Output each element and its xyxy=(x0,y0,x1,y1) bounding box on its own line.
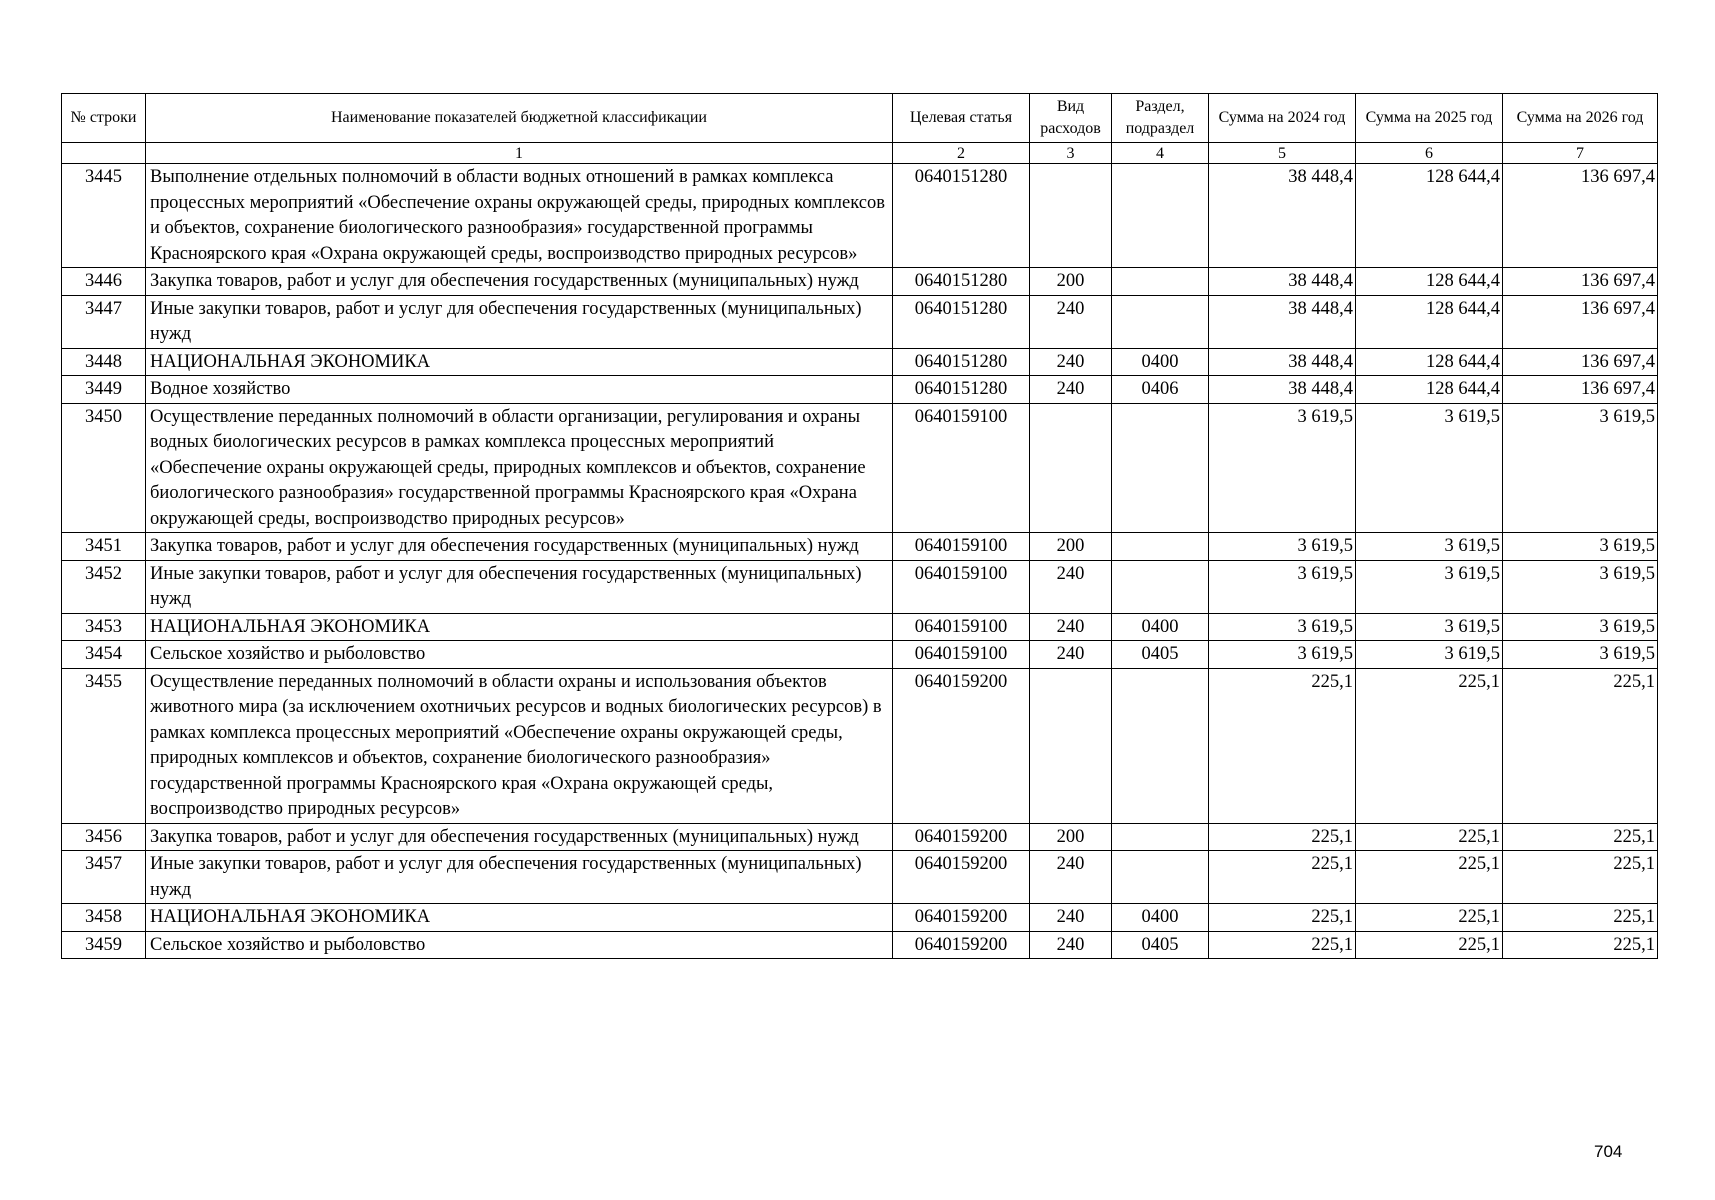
amount-2025: 225,1 xyxy=(1356,823,1503,851)
page-number: 704 xyxy=(1594,1142,1623,1161)
amount-2025: 128 644,4 xyxy=(1356,348,1503,376)
table-row xyxy=(62,348,1658,376)
section-code xyxy=(1112,823,1209,851)
amount-2024: 3 619,5 xyxy=(1209,533,1356,561)
amount-2024: 3 619,5 xyxy=(1209,403,1356,533)
row-number: 3448 xyxy=(62,348,146,376)
target-article-code: 0640159200 xyxy=(893,668,1030,823)
target-article-code: 0640159100 xyxy=(893,613,1030,641)
amount-2025: 3 619,5 xyxy=(1356,613,1503,641)
row-name: Закупка товаров, работ и услуг для обеспечения государственных (муниципальных) нужд xyxy=(146,268,893,296)
amount-2026: 136 697,4 xyxy=(1503,376,1658,404)
column-number: 4 xyxy=(1112,143,1209,164)
amount-2024: 38 448,4 xyxy=(1209,268,1356,296)
header-expense-type: Вид расходов xyxy=(1030,94,1112,143)
table-row xyxy=(62,560,1658,613)
table-row xyxy=(62,641,1658,669)
target-article-code: 0640159200 xyxy=(893,931,1030,959)
amount-2025: 3 619,5 xyxy=(1356,403,1503,533)
amount-2025: 128 644,4 xyxy=(1356,295,1503,348)
target-article-code: 0640159100 xyxy=(893,641,1030,669)
amount-2024: 38 448,4 xyxy=(1209,348,1356,376)
amount-2024: 225,1 xyxy=(1209,904,1356,932)
column-number: 7 xyxy=(1503,143,1658,164)
table-row xyxy=(62,613,1658,641)
target-article-code: 0640151280 xyxy=(893,348,1030,376)
amount-2026: 225,1 xyxy=(1503,851,1658,904)
section-code xyxy=(1112,164,1209,268)
expense-type-code: 240 xyxy=(1030,348,1112,376)
amount-2025: 225,1 xyxy=(1356,668,1503,823)
target-article-code: 0640159200 xyxy=(893,823,1030,851)
target-article-code: 0640151280 xyxy=(893,376,1030,404)
row-number: 3453 xyxy=(62,613,146,641)
amount-2024: 225,1 xyxy=(1209,931,1356,959)
row-name: Сельское хозяйство и рыболовство xyxy=(146,641,893,669)
section-code xyxy=(1112,403,1209,533)
row-number: 3446 xyxy=(62,268,146,296)
section-code xyxy=(1112,268,1209,296)
row-name: Закупка товаров, работ и услуг для обеспечения государственных (муниципальных) нужд xyxy=(146,823,893,851)
expense-type-code: 240 xyxy=(1030,931,1112,959)
column-number: 3 xyxy=(1030,143,1112,164)
expense-type-code: 240 xyxy=(1030,613,1112,641)
section-code xyxy=(1112,533,1209,561)
table-row xyxy=(62,268,1658,296)
table-row xyxy=(62,904,1658,932)
header-row-no: № строки xyxy=(62,94,146,143)
row-name: НАЦИОНАЛЬНАЯ ЭКОНОМИКА xyxy=(146,904,893,932)
amount-2026: 136 697,4 xyxy=(1503,348,1658,376)
amount-2025: 128 644,4 xyxy=(1356,376,1503,404)
amount-2026: 136 697,4 xyxy=(1503,295,1658,348)
row-number: 3450 xyxy=(62,403,146,533)
row-number: 3457 xyxy=(62,851,146,904)
amount-2026: 136 697,4 xyxy=(1503,164,1658,268)
row-number: 3452 xyxy=(62,560,146,613)
row-number: 3454 xyxy=(62,641,146,669)
amount-2024: 225,1 xyxy=(1209,851,1356,904)
amount-2026: 3 619,5 xyxy=(1503,560,1658,613)
row-name: Водное хозяйство xyxy=(146,376,893,404)
expense-type-code: 240 xyxy=(1030,376,1112,404)
amount-2024: 38 448,4 xyxy=(1209,376,1356,404)
column-number xyxy=(62,143,146,164)
header-section: Раздел, подраздел xyxy=(1112,94,1209,143)
row-name: Иные закупки товаров, работ и услуг для обеспечения государственных (муниципальных) нужд xyxy=(146,560,893,613)
section-code xyxy=(1112,560,1209,613)
table-row xyxy=(62,823,1658,851)
table-row xyxy=(62,851,1658,904)
row-name: Выполнение отдельных полномочий в области водных отношений в рамках комплекса процессных мероприятий «Обеспечение охраны окружающей среды, природных комплексов и объектов, сохранение биологического разнообразия» государственной программы Красноярского края «Охрана окружающей среды, воспроизводство природных ресурсов» xyxy=(146,164,893,268)
header-sum-2024: Сумма на 2024 год xyxy=(1209,94,1356,143)
amount-2024: 38 448,4 xyxy=(1209,295,1356,348)
amount-2025: 225,1 xyxy=(1356,904,1503,932)
expense-type-code: 240 xyxy=(1030,641,1112,669)
target-article-code: 0640159100 xyxy=(893,560,1030,613)
target-article-code: 0640159100 xyxy=(893,533,1030,561)
row-number: 3455 xyxy=(62,668,146,823)
amount-2026: 225,1 xyxy=(1503,904,1658,932)
target-article-code: 0640159200 xyxy=(893,904,1030,932)
target-article-code: 0640151280 xyxy=(893,164,1030,268)
header-target-article: Целевая статья xyxy=(893,94,1030,143)
expense-type-code: 240 xyxy=(1030,560,1112,613)
amount-2024: 3 619,5 xyxy=(1209,560,1356,613)
amount-2026: 225,1 xyxy=(1503,931,1658,959)
section-code: 0400 xyxy=(1112,904,1209,932)
amount-2026: 3 619,5 xyxy=(1503,403,1658,533)
target-article-code: 0640159200 xyxy=(893,851,1030,904)
column-number: 1 xyxy=(146,143,893,164)
row-number: 3458 xyxy=(62,904,146,932)
header-row xyxy=(62,94,1658,143)
section-code: 0400 xyxy=(1112,348,1209,376)
row-number: 3447 xyxy=(62,295,146,348)
amount-2026: 3 619,5 xyxy=(1503,613,1658,641)
amount-2024: 3 619,5 xyxy=(1209,613,1356,641)
budget-table xyxy=(61,93,1658,959)
row-number: 3456 xyxy=(62,823,146,851)
target-article-code: 0640159100 xyxy=(893,403,1030,533)
amount-2024: 3 619,5 xyxy=(1209,641,1356,669)
section-code xyxy=(1112,668,1209,823)
section-code xyxy=(1112,295,1209,348)
amount-2025: 225,1 xyxy=(1356,851,1503,904)
row-number: 3445 xyxy=(62,164,146,268)
amount-2026: 3 619,5 xyxy=(1503,533,1658,561)
expense-type-code: 200 xyxy=(1030,823,1112,851)
expense-type-code: 240 xyxy=(1030,904,1112,932)
expense-type-code xyxy=(1030,668,1112,823)
row-name: Осуществление переданных полномочий в области организации, регулирования и охраны водных биологических ресурсов в рамках комплекса процессных мероприятий «Обеспечение охраны окружающей среды, природных комплексов и объектов, сохранение биологического разнообразия» государственной программы Красноярского края «Охрана окружающей среды, воспроизводство природных ресурсов» xyxy=(146,403,893,533)
amount-2024: 38 448,4 xyxy=(1209,164,1356,268)
table-row xyxy=(62,376,1658,404)
row-name: Иные закупки товаров, работ и услуг для обеспечения государственных (муниципальных) нужд xyxy=(146,295,893,348)
expense-type-code: 240 xyxy=(1030,295,1112,348)
row-name: НАЦИОНАЛЬНАЯ ЭКОНОМИКА xyxy=(146,348,893,376)
column-number: 2 xyxy=(893,143,1030,164)
amount-2025: 225,1 xyxy=(1356,931,1503,959)
expense-type-code: 240 xyxy=(1030,851,1112,904)
amount-2025: 3 619,5 xyxy=(1356,533,1503,561)
amount-2025: 128 644,4 xyxy=(1356,164,1503,268)
expense-type-code xyxy=(1030,164,1112,268)
row-number: 3449 xyxy=(62,376,146,404)
expense-type-code xyxy=(1030,403,1112,533)
amount-2024: 225,1 xyxy=(1209,668,1356,823)
section-code: 0405 xyxy=(1112,931,1209,959)
target-article-code: 0640151280 xyxy=(893,268,1030,296)
target-article-code: 0640151280 xyxy=(893,295,1030,348)
table-row xyxy=(62,295,1658,348)
table-row xyxy=(62,164,1658,268)
expense-type-code: 200 xyxy=(1030,268,1112,296)
expense-type-code: 200 xyxy=(1030,533,1112,561)
header-sum-2026: Сумма на 2026 год xyxy=(1503,94,1658,143)
row-name: НАЦИОНАЛЬНАЯ ЭКОНОМИКА xyxy=(146,613,893,641)
row-number: 3459 xyxy=(62,931,146,959)
section-code: 0405 xyxy=(1112,641,1209,669)
row-name: Иные закупки товаров, работ и услуг для обеспечения государственных (муниципальных) нужд xyxy=(146,851,893,904)
row-name: Осуществление переданных полномочий в области охраны и использования объектов животного мира (за исключением охотничьих ресурсов и водных биологических ресурсов) в рамках комплекса процессных мероприятий «Обеспечение охраны окружающей среды, природных комплексов и объектов, сохранение биологического разнообразия» государственной программы Красноярского края «Охрана окружающей среды, воспроизводство природных ресурсов» xyxy=(146,668,893,823)
header-sum-2025: Сумма на 2025 год xyxy=(1356,94,1503,143)
amount-2024: 225,1 xyxy=(1209,823,1356,851)
row-number: 3451 xyxy=(62,533,146,561)
column-number: 5 xyxy=(1209,143,1356,164)
amount-2025: 3 619,5 xyxy=(1356,641,1503,669)
section-code: 0406 xyxy=(1112,376,1209,404)
column-number-row xyxy=(62,143,1658,164)
table-row xyxy=(62,533,1658,561)
section-code xyxy=(1112,851,1209,904)
table-row xyxy=(62,403,1658,533)
column-number: 6 xyxy=(1356,143,1503,164)
amount-2025: 128 644,4 xyxy=(1356,268,1503,296)
row-name: Закупка товаров, работ и услуг для обеспечения государственных (муниципальных) нужд xyxy=(146,533,893,561)
amount-2026: 225,1 xyxy=(1503,668,1658,823)
amount-2026: 136 697,4 xyxy=(1503,268,1658,296)
section-code: 0400 xyxy=(1112,613,1209,641)
amount-2026: 3 619,5 xyxy=(1503,641,1658,669)
table-row xyxy=(62,931,1658,959)
header-name: Наименование показателей бюджетной классификации xyxy=(146,94,893,143)
amount-2025: 3 619,5 xyxy=(1356,560,1503,613)
row-name: Сельское хозяйство и рыболовство xyxy=(146,931,893,959)
amount-2026: 225,1 xyxy=(1503,823,1658,851)
table-row xyxy=(62,668,1658,823)
